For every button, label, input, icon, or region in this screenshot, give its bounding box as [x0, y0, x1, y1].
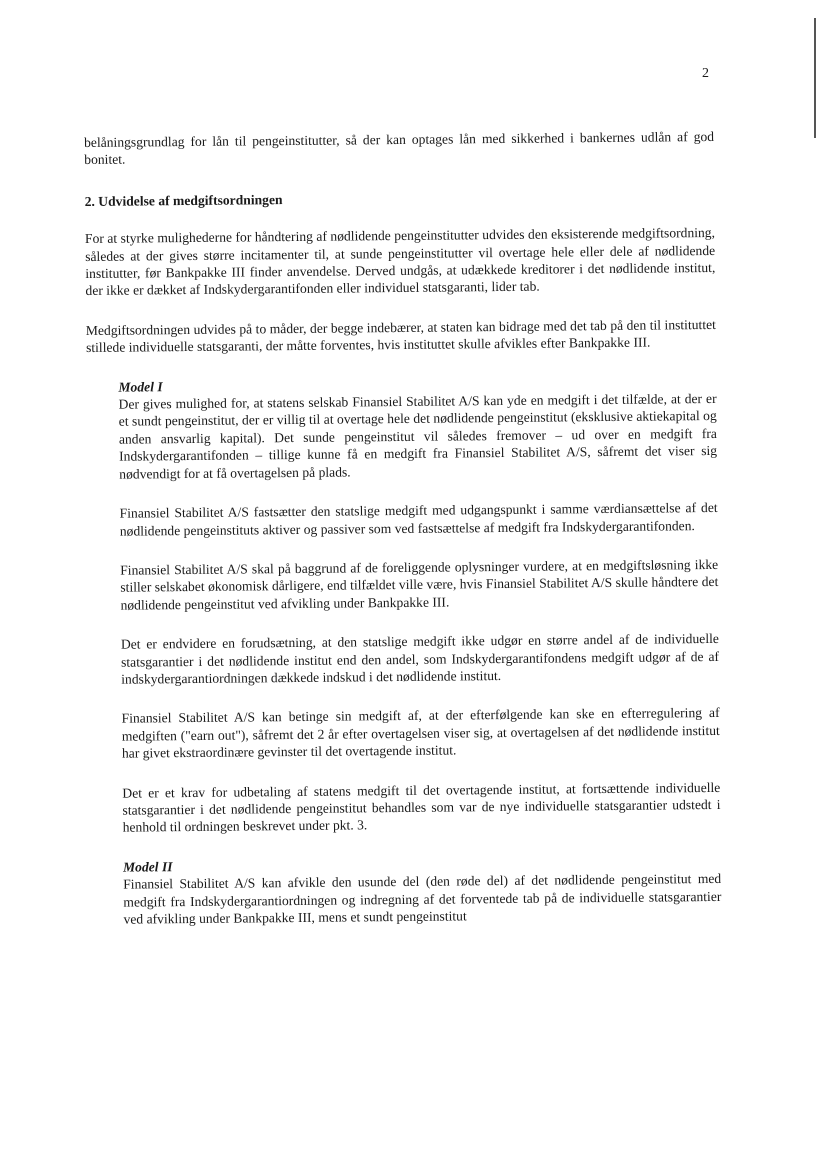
model-2-section — [91, 853, 722, 929]
model-1-paragraph: Finansiel Stabilitet A/S kan betinge sin medgift af, at der efterfølgende kan ske en efterregulering af medgiften ("earn out"), såfremt det 2 år efter overtagelsen viser sig, at overtagelsen af det nødlidende institut har givet ekstraordinære gevinster til det overtagende institut. — [121, 705, 720, 761]
intro-paragraph: belåningsgrundlag for lån til pengeinstitutter, så der kan optages lån med sikkerhed i bankernes udlån af god bonitet. — [84, 128, 715, 168]
model-2-title: Model II — [122, 858, 173, 875]
model-1-section — [86, 373, 720, 837]
body-paragraph: For at styrke mulighederne for håndtering af nødlidende pengeinstitutter udvides den eksisterende medgiftsordning, således at der gives større incitamenter til, at sunde pengeinstitutter vil overtage hele eller dele af nødlidende institutter, før Bankpakke III finder anvendelse. Derved undgås, at udækkede kreditorer i det nødlidende institut, der ikke er dækket af Indskydergarantifonden eller individuel statsgaranti, lider tab. — [84, 225, 716, 299]
model-1-paragraph: Det er et krav for udbetaling af statens medgift til det overtagende institut, at fortsættende individuelle statsgarantier i det nødlidende pengeinstitut behandles som var de nye individuelle statsgarantier udstedt i henhold til ordningen beskrevet under pkt. 3. — [122, 779, 721, 836]
model-2-paragraph: Finansiel Stabilitet A/S kan afvikle den usunde del (den røde del) af det nødlidende pengeinstitut med medgift fra Indskydergarantiordningen og indregning af det forventede tab på de individuelle statsgarantier ved afvikling under Bankpakke III, mens et sundt pengeinstitut — [123, 871, 722, 927]
page-number: 2 — [702, 66, 709, 81]
model-1-paragraph: Finansiel Stabilitet A/S fastsætter den statslige medgift med udgangspunkt i samme værdiansættelse af det nødlidende pengeinstituts aktiver og passiver som ved fastsættelse af medgift fra Indskydergarantifonden. — [119, 500, 718, 539]
body-paragraph: Medgiftsordningen udvides på to måder, der begge indebærer, at staten kan bidrage med det tab på den til instituttet stillede individuelle statsgaranti, der måtte forventes, hvis instituttet skulle afvikles efter Bankpakke III. — [85, 316, 716, 356]
section-heading: 2. Udvidelse af medgiftsordningen — [84, 191, 283, 209]
scan-edge-line — [814, 18, 816, 138]
model-1-paragraph: Der gives mulighed for, at statens selskab Finansiel Stabilitet A/S kan yde en medgift i det tilfælde, at der er et sundt pengeinstitut, der er villig til at overtage hele det nødlidende pengeinstitut (eksklusive aktiekapital og anden ansvarlig kapital). Det sunde pengeinstitut vil således fremover – ud over en medgift fra Indskydergarantifonden – tillige kunne få en medgift fra Finansiel Stabilitet A/S, såfremt det viser sig nødvendigt for at få overtagelsen på plads. — [118, 391, 718, 482]
model-1-title: Model I — [118, 378, 163, 395]
model-1-paragraph: Finansiel Stabilitet A/S skal på baggrund af de foreliggende oplysninger vurdere, at en medgiftsløsning ikke stiller selskabet økonomisk dårligere, end tilfældet ville være, hvis Finansiel Stabilitet A/S skulle håndtere det nødlidende pengeinstitut ved afvikling under Bankpakke III. — [120, 556, 719, 613]
model-1-paragraph: Det er endvidere en forudsætning, at den statslige medgift ikke udgør en større andel af de individuelle statsgarantier i det nødlidende institut end den andel, som Indskydergarantifondens medgift udgør af de af indskydergarantiordningen dækkede indskud i det nødlidende institut. — [120, 631, 720, 687]
document-body — [84, 128, 722, 928]
